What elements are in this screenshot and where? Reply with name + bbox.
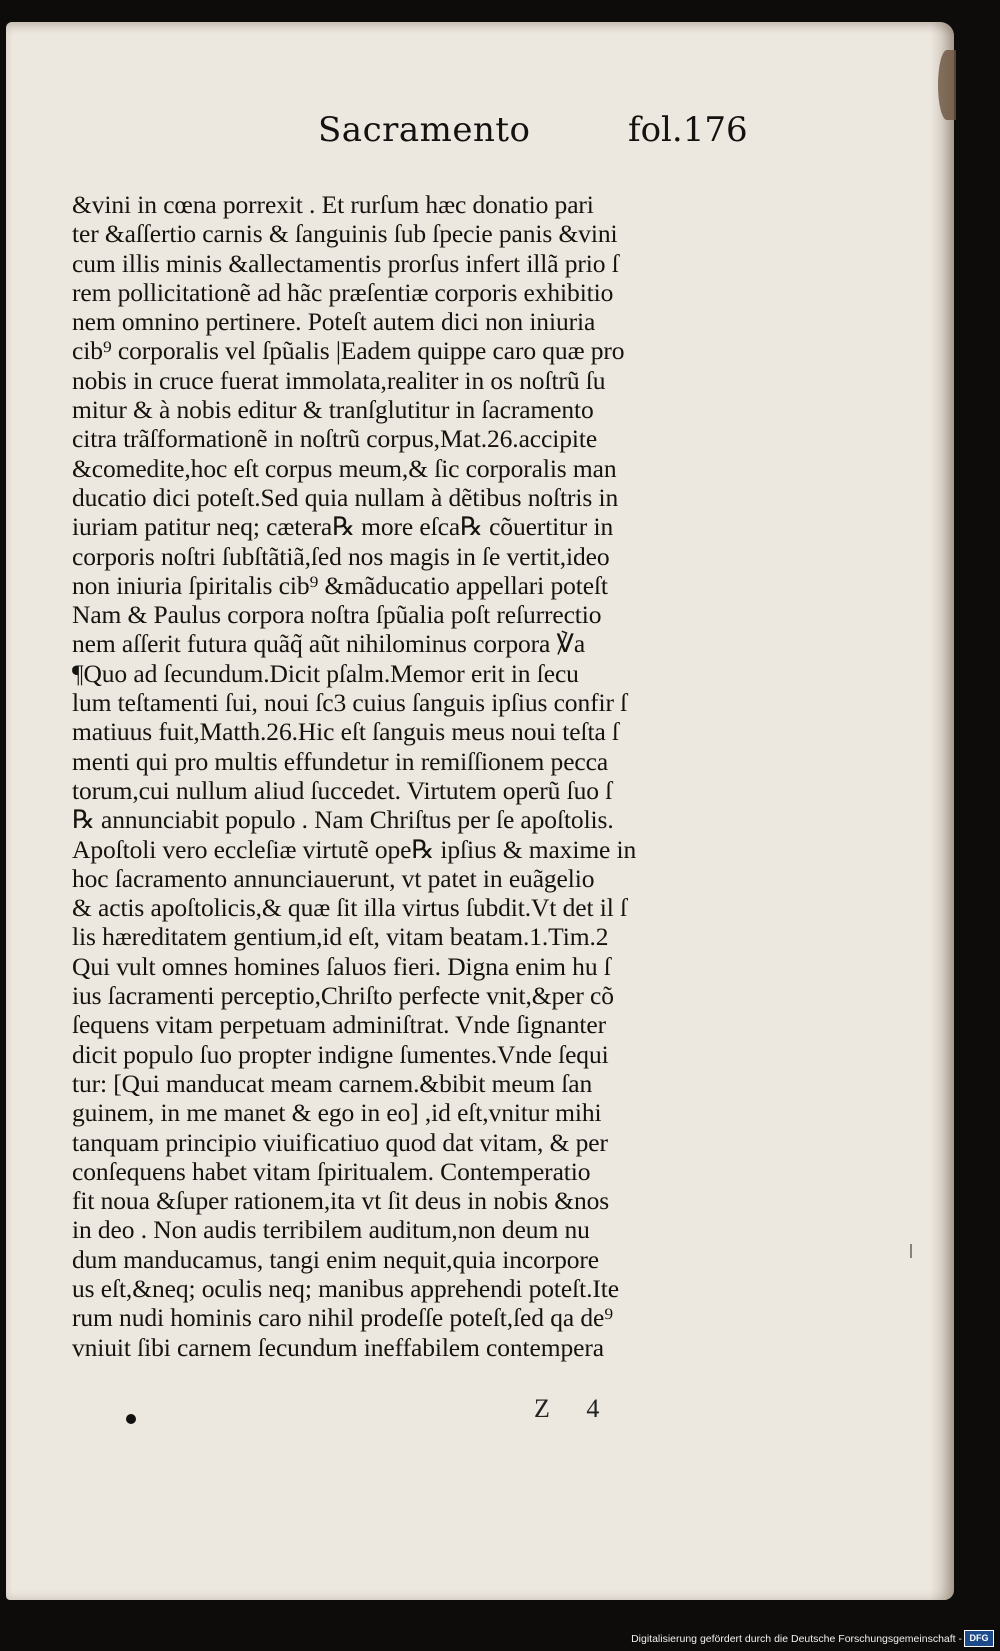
- text-line: citra trãſformationẽ in noſtrũ corpus,Mat.26.accipite: [72, 424, 598, 454]
- text-line: guinem, in me manet & ego in eo] ,id eſt,vnitur mihi: [72, 1098, 602, 1128]
- text-line: cib⁹ corporalis vel ſpũalis |Eadem quippe caro quæ pro: [72, 336, 625, 366]
- text-line: Qui vult omnes homines ſaluos fieri. Digna enim hu ſ: [72, 951, 611, 981]
- text-line: corporis noſtri ſubſtãtiã,ſed nos magis in ſe vertit,ideo: [72, 541, 610, 571]
- book-page: [6, 22, 954, 1600]
- text-line: rum nudi hominis caro nihil prodeſſe poteſt,ſed qa de⁹: [72, 1303, 613, 1333]
- folio-number: fol.176: [628, 110, 748, 150]
- text-line: & actis apoſtolicis,& quæ ſit illa virtus ſubdit.Vt det il ſ: [72, 893, 627, 923]
- running-title: Sacramento: [318, 110, 531, 150]
- text-line: fit noua &ſuper rationem,ita vt ſit deus in nobis &nos: [72, 1186, 610, 1216]
- text-line: dicit populo ſuo propter indigne ſumentes.Vnde ſequi: [72, 1039, 609, 1069]
- text-line: in deo . Non audis terribilem auditum,non deum nu: [72, 1215, 590, 1245]
- text-line: cum illis minis &allectamentis prorſus infert illã prio ſ: [72, 248, 619, 278]
- dfg-logo: DFG: [964, 1630, 994, 1647]
- text-line: tanquam principio viuificatiuo quod dat vitam, & per: [72, 1127, 608, 1157]
- text-line: ter &aſſertio carnis & ſanguinis ſub ſpecie panis &vini: [72, 219, 618, 249]
- text-line: lis hæreditatem gentium,id eſt, vitam beatam.1.Tim.2: [72, 922, 609, 952]
- text-line: hoc ſacramento annunciauerunt, vt patet in euãgelio: [72, 863, 595, 893]
- margin-mark: [910, 1244, 912, 1258]
- text-line: ius ſacramenti perceptio,Chriſto perfecte vnit,&per cõ: [72, 981, 614, 1011]
- text-line: mitur & à nobis editur & tranſglutitur in ſacramento: [72, 395, 594, 425]
- text-line: dum manducamus, tangi enim nequit,quia incorpore: [72, 1244, 600, 1274]
- text-line: iuriam patitur neq; cætera℞ more eſca℞ cõuertitur in: [72, 512, 614, 542]
- text-line: conſequens habet vitam ſpiritualem. Contemperatio: [72, 1156, 591, 1186]
- text-line: tur: [Qui manducat meam carnem.&bibit meum ſan: [72, 1068, 593, 1098]
- text-line: non iniuria ſpiritalis cib⁹ &mãducatio appellari poteſt: [72, 570, 608, 600]
- signature-mark: Z 4: [534, 1394, 600, 1423]
- funding-credit: Digitalisierung gefördert durch die Deutsche Forschungsgemeinschaft -: [631, 1633, 962, 1645]
- text-block: [72, 190, 752, 1362]
- text-line: vniuit ſibi carnem ſecundum ineffabilem contempera: [72, 1332, 604, 1362]
- text-line: ducatio dici poteſt.Sed quia nullam à dẽtibus noſtris in: [72, 482, 619, 512]
- running-head: [6, 110, 954, 170]
- ink-dot: [126, 1414, 136, 1424]
- text-line: lum teſtamenti ſui, noui ſc3 cuius ſanguis ipſius confir ſ: [72, 688, 628, 718]
- text-line: &comedite,hoc eſt corpus meum,& ſic corporalis man: [72, 453, 617, 483]
- text-line: nem aſſerit futura quãq̃ aũt nihilominus corpora ℣a: [72, 629, 586, 659]
- text-line: nobis in cruce fuerat immolata,realiter in os noſtrũ ſu: [72, 365, 606, 395]
- text-line: Apoſtoli vero eccleſiæ virtutẽ ope℞ ipſius & maxime in: [72, 834, 637, 864]
- text-line: nem omnino pertinere. Poteſt autem dici non iniuria: [72, 307, 596, 337]
- text-line: menti qui pro multis effundetur in remiſſionem pecca: [72, 746, 609, 776]
- text-line: matiuus fuit,Matth.26.Hic eſt ſanguis meus noui teſta ſ: [72, 717, 619, 747]
- text-line: rem pollicitationẽ ad hãc præſentiæ corporis exhibitio: [72, 277, 614, 307]
- footer-bar: [0, 1621, 1000, 1651]
- text-line: Nam & Paulus corpora noſtra ſpũalia poſt reſurrectio: [72, 600, 602, 630]
- text-line: ſequens vitam perpetuam adminiſtrat. Vnde ſignanter: [72, 1010, 607, 1040]
- text-line: ℞ annunciabit populo . Nam Chriſtus per ſe apoſtolis.: [72, 805, 614, 835]
- text-line: ¶Quo ad ſecundum.Dicit pſalm.Memor erit in ſecu: [72, 658, 579, 688]
- page-edge-shadow: [930, 22, 954, 1600]
- text-line: torum,cui nullum aliud ſuccedet. Virtutem operũ ſuo ſ: [72, 775, 613, 805]
- text-line: &vini in cœna porrexit . Et rurſum hæc donatio pari: [72, 190, 594, 219]
- text-line: us eſt,&neq; oculis neq; manibus apprehendi poteſt.Ite: [72, 1273, 619, 1303]
